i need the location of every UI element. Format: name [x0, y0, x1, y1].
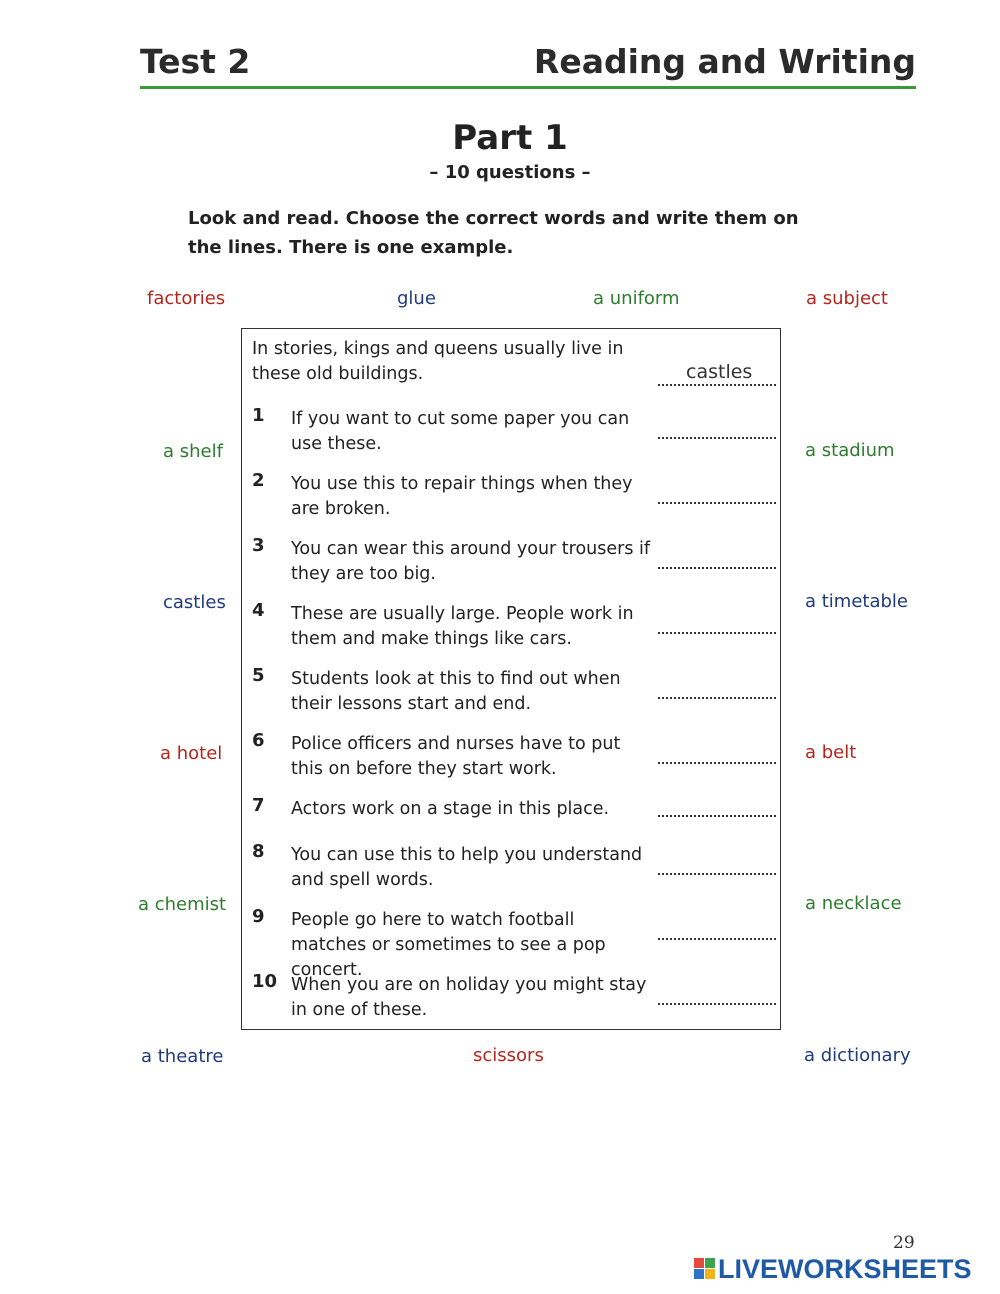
section-label: Reading and Writing — [533, 42, 916, 81]
question-number: 3 — [252, 535, 265, 556]
question-item — [242, 896, 780, 980]
example-text: In stories, kings and queens usually live in these old buildings. — [252, 339, 624, 384]
question-number: 9 — [252, 906, 265, 927]
word-chemist: a chemist — [138, 894, 227, 915]
instructions: Look and read. Choose the correct words and write them on the lines. There is one example. — [188, 208, 799, 258]
answer-line — [658, 384, 776, 386]
question-number: 7 — [252, 795, 265, 816]
answer-line[interactable] — [658, 567, 776, 569]
question-number: 4 — [252, 600, 265, 621]
answer-line[interactable] — [658, 632, 776, 634]
question-text: You can wear this around your trousers if they are too big. — [291, 539, 651, 584]
question-number: 5 — [252, 665, 265, 686]
liveworksheets-icon — [694, 1258, 716, 1280]
question-text: These are usually large. People work in them and make things like cars. — [291, 604, 634, 649]
brand-name: LIVEWORKSHEETS — [718, 1254, 972, 1284]
question-text: When you are on holiday you might stay in one of these. — [291, 975, 647, 1020]
word-shelf: a shelf — [163, 441, 223, 462]
test-label: Test 2 — [140, 42, 251, 81]
question-text: Students look at this to find out when their lessons start and end. — [291, 669, 621, 714]
question-item — [242, 785, 780, 831]
question-item — [242, 831, 780, 895]
example-answer: castles — [686, 361, 753, 383]
part-subtitle: – 10 questions – — [429, 162, 591, 183]
page-header — [140, 38, 916, 88]
question-item — [242, 590, 780, 654]
question-number: 6 — [252, 730, 265, 751]
question-item — [242, 460, 780, 524]
word-uniform: a uniform — [593, 288, 680, 309]
question-text: If you want to cut some paper you can use these. — [291, 409, 630, 454]
question-item — [242, 655, 780, 719]
question-text: Police officers and nurses have to put this on before they start work. — [291, 734, 621, 779]
word-necklace: a necklace — [805, 893, 902, 914]
answer-line[interactable] — [658, 1003, 776, 1005]
question-number: 2 — [252, 470, 265, 491]
example-item — [242, 329, 780, 393]
word-belt: a belt — [805, 742, 857, 763]
question-number: 8 — [252, 841, 265, 862]
word-theatre: a theatre — [141, 1046, 224, 1067]
question-item — [242, 525, 780, 589]
question-number: 10 — [252, 971, 278, 992]
answer-line[interactable] — [658, 873, 776, 875]
question-text: Actors work on a stage in this place. — [291, 799, 610, 819]
answer-line[interactable] — [658, 697, 776, 699]
word-castles: castles — [163, 592, 226, 613]
word-hotel: a hotel — [160, 743, 223, 764]
word-stadium: a stadium — [805, 440, 895, 461]
word-scissors: scissors — [473, 1045, 544, 1066]
word-glue: glue — [397, 288, 436, 309]
question-text: You can use this to help you understand and spell words. — [291, 845, 643, 890]
question-text: People go here to watch football matches or sometimes to see a pop concert. — [291, 910, 606, 980]
word-dictionary: a dictionary — [804, 1045, 911, 1066]
part-title: Part 1 — [452, 118, 568, 158]
answer-line[interactable] — [658, 437, 776, 439]
question-box — [241, 328, 781, 1030]
answer-line[interactable] — [658, 762, 776, 764]
answer-line[interactable] — [658, 938, 776, 940]
answer-line[interactable] — [658, 815, 776, 817]
header-rule — [140, 86, 916, 89]
question-item — [242, 961, 780, 1025]
question-number: 1 — [252, 405, 265, 426]
page-number: 29 — [893, 1233, 915, 1253]
question-item — [242, 720, 780, 784]
word-factories: factories — [147, 288, 226, 309]
word-timetable: a timetable — [805, 591, 909, 612]
answer-line[interactable] — [658, 502, 776, 504]
question-text: You use this to repair things when they are broken. — [291, 474, 633, 519]
question-item — [242, 395, 780, 459]
word-subject: a subject — [806, 288, 888, 309]
